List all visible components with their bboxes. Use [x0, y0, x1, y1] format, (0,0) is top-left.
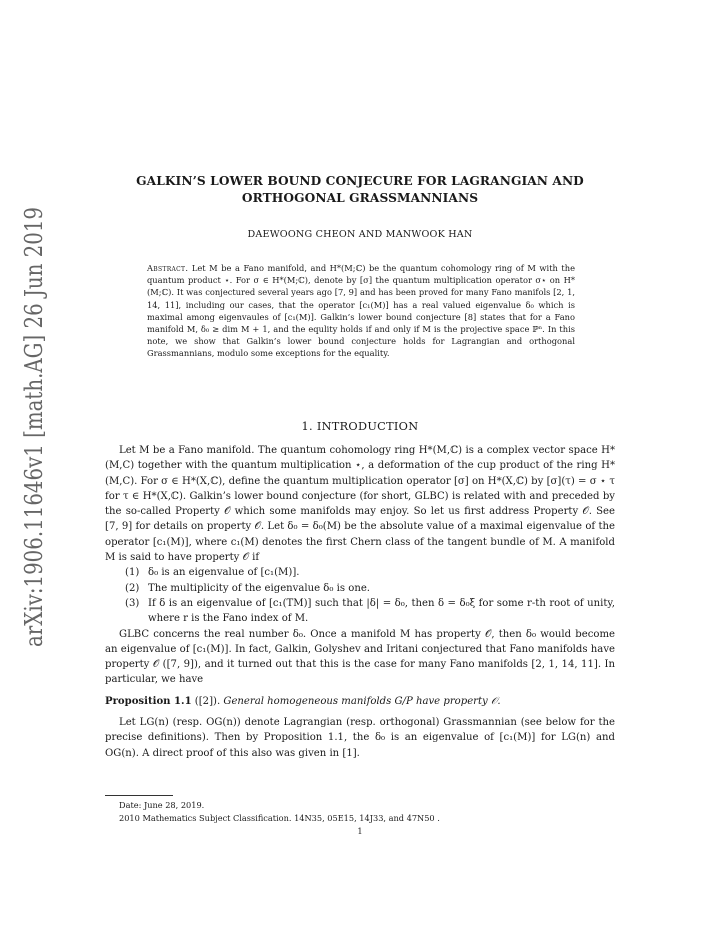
paper-authors: DAEWOONG CHEON AND MANWOOK HAN	[247, 229, 473, 240]
condition-text: The multiplicity of the eigenvalue δ₀ is one.	[148, 582, 371, 594]
proposition-1-1	[105, 694, 615, 709]
proposition-statement: General homogeneous manifolds G/P have property 𝒪.	[220, 695, 501, 707]
property-o-conditions	[105, 565, 615, 626]
section-heading-introduction: 1. INTRODUCTION	[301, 420, 419, 433]
condition-item	[105, 581, 615, 596]
footnotes	[119, 799, 615, 825]
abstract-text: Let M be a Fano manifold, and H*(M;ℂ) be the quantum cohomology ring of M with the quantum product ⋆. For σ ∈ H*(M;ℂ), denote by [σ] the quantum multiplication operator σ⋆ on H*(M;ℂ). It was conjectured several years ago [7, 9] and has been proved for many Fano manifols [2, 1, 14, 11], including our cases, that the operator [c₁(M)] has a real valued eigenvalue δ₀ which is maximal among eigenvaules of [c₁(M)]. Galkin’s lower bound conjecture [8] states that for a Fano manifold M, δ₀ ≥ dim M + 1, and the equlity holds if and only if M is the projective space ℙⁿ. In this note, we show that Galkin’s lower bound conjecture holds for Lagrangian and orthogonal Grassmannians, modulo some exceptions for the equality.	[147, 263, 576, 359]
intro-paragraph-1: Let M be a Fano manifold. The quantum cohomology ring H*(M,ℂ) is a complex vector space H*(M,C) together with the quantum multiplication ⋆, a deformation of the cup product of the ring H*(M,C). For σ ∈ H*(X,ℂ), define the quantum multiplication operator [σ] on H*(X,ℂ) by [σ](τ) = σ ⋆ τ for τ ∈ H*(X,ℂ). Galkin’s lower bound conjecture (for short, GLBC) is related with and preceded by the so-called Property 𝒪 which some manifolds may enjoy. So let us first address Property 𝒪. See [7, 9] for details on property 𝒪. Let δ₀ = δ₀(M) be the absolute value of a maximal eigenvalue of the operator [c₁(M)], where c₁(M) denotes the first Chern class of the tangent bundle of M. A manifold M is said to have property 𝒪 if	[105, 445, 615, 564]
footnote-date: Date: June 28, 2019.	[119, 800, 205, 810]
intro-paragraph-2: GLBC concerns the real number δ₀. Once a manifold M has property 𝒪, then δ₀ would become an eigenvalue of [c₁(M)]. In fact, Galkin, Golyshev and Iritani conjectured that Fano manifolds have property 𝒪 ([7, 9]), and it turned out that this is the case for many Fano manifolds [2, 1, 14, 11]. In particular, we have	[105, 628, 615, 686]
intro-paragraph-3: Let LG(n) (resp. OG(n)) denote Lagrangian (resp. orthogonal) Grassmannian (see below for the precise definitions). Then by Proposition 1.1, the δ₀ is an eigenvalue of [c₁(M)] for LG(n) and OG(n). A direct proof of this also was given in [1].	[105, 717, 615, 759]
condition-item	[105, 596, 615, 627]
condition-number: (3)	[125, 597, 140, 609]
arxiv-sidebar-stamp	[6, 205, 54, 650]
proposition-cite: ([2]).	[191, 695, 221, 707]
arxiv-identifier: arXiv:1906.11646v1 [math.AG] 26 Jun 2019	[19, 205, 48, 647]
condition-number: (2)	[125, 582, 140, 594]
introduction-body	[105, 443, 615, 761]
condition-number: (1)	[125, 567, 140, 579]
condition-text: δ₀ is an eigenvalue of [c₁(M)].	[148, 567, 300, 579]
proposition-label: Proposition 1.1	[105, 695, 192, 707]
footnote-rule	[105, 795, 173, 796]
condition-text: If δ is an eigenvalue of [c₁(TM)] such that |δ| = δ₀, then δ = δ₀ξ for some r-th root of unity, where r is the Fano index of M.	[148, 597, 615, 625]
abstract	[147, 262, 575, 360]
footnote-msc: 2010 Mathematics Subject Classification. 14N35, 05E15, 14J33, and 47N50 .	[119, 813, 440, 823]
abstract-label: Abstract.	[147, 263, 189, 273]
condition-item	[105, 565, 615, 580]
paper-title: GALKIN’S LOWER BOUND CONJECURE FOR LAGRANGIAN AND ORTHOGONAL GRASSMANNIANS	[136, 174, 584, 205]
page-number: 1	[357, 826, 363, 836]
